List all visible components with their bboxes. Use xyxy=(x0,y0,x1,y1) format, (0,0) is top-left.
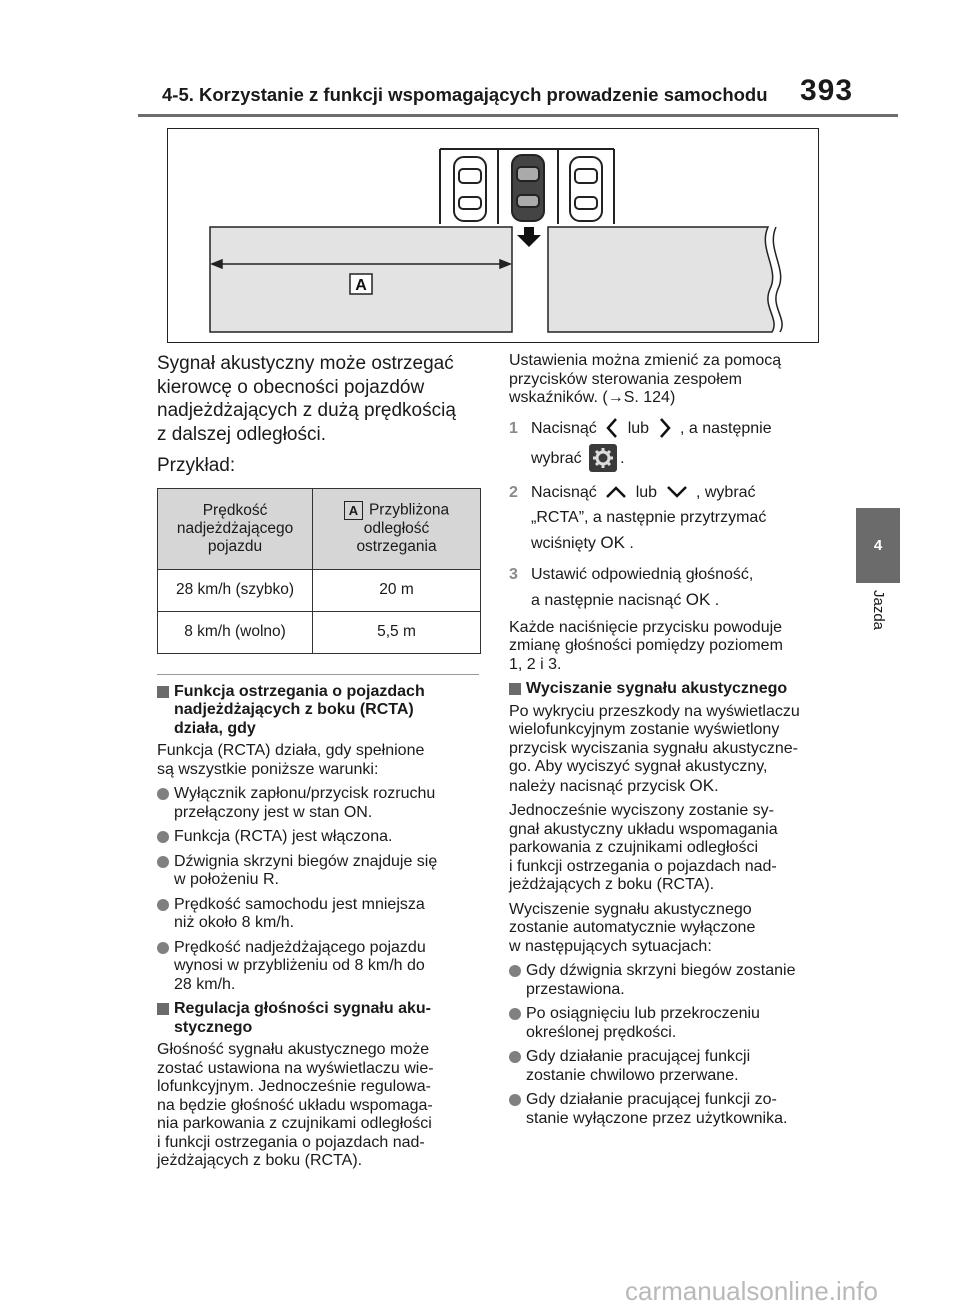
reversing-car xyxy=(512,155,544,221)
chevron-left-icon[interactable] xyxy=(605,417,619,439)
intro-text xyxy=(157,352,479,446)
square-bullet-icon xyxy=(509,683,521,695)
section-divider xyxy=(157,674,479,675)
table-label-a: A xyxy=(344,501,363,520)
header-speed: Prędkość nadjeżdżającego pojazdu xyxy=(158,488,313,569)
rcta-description: Funkcja (RCTA) działa, gdy spełnione są wszystkie poniższe warunki: xyxy=(157,742,425,778)
bullet-icon xyxy=(509,965,521,977)
volume-levels-note: Każde naciśnięcie przycisku powoduje zmianę głośności pomiędzy poziomem 1, 2 i 3. xyxy=(509,618,783,673)
step-number: 2 xyxy=(509,483,518,501)
right-column xyxy=(509,352,839,1134)
mute-description: Po wykryciu przeszkody na wyświetlaczu wielofunkcyjnym zostanie wyświetlony przycisk wyciszania sygnału akustyczne- go. Aby wyciszyć sygnał akustyczny, należy nacisnąć przycisk OK. xyxy=(509,702,800,795)
intro-line: nadjeżdżających z dużą prędkością xyxy=(157,400,456,421)
section-heading-rcta: Funkcja ostrzegania o pojazdach nadjeżdżających z boku (RCTA) działa, gdy xyxy=(157,683,479,739)
table-row xyxy=(158,611,481,653)
detection-zone-right xyxy=(548,227,774,332)
intro-line: kierowcę o obecności pojazdów xyxy=(157,376,425,398)
ok-button[interactable]: OK xyxy=(685,589,711,609)
bullet-icon xyxy=(157,831,169,843)
bullet-icon xyxy=(157,942,169,954)
square-bullet-icon xyxy=(157,686,169,698)
left-column xyxy=(157,352,479,1177)
chevron-up-icon[interactable] xyxy=(605,485,627,499)
intro-line: Sygnał akustyczny może ostrzegać xyxy=(157,353,454,374)
cell-distance: 5,5 m xyxy=(313,611,481,653)
settings-intro: Ustawienia można zmienić za pomocą przycisków sterowania zespołem wskaźników. (→S. 124) xyxy=(509,352,782,406)
chapter-tab[interactable]: 4 xyxy=(856,508,900,583)
list-item: Prędkość nadjeżdżającego pojazdu wynosi w przybliżeniu od 8 km/h do 28 km/h. xyxy=(157,939,479,995)
bullet-icon xyxy=(509,1094,521,1106)
list-item: Wyłącznik zapłonu/przycisk rozruchu przełączony jest w stan ON. xyxy=(157,785,479,822)
watermark: carmanualsonline.info xyxy=(625,1276,878,1306)
table-header-row xyxy=(158,488,481,569)
section-heading-mute: Wyciszanie sygnału akustycznego xyxy=(509,680,839,699)
step-1: 1 Nacisnąć lub , a następnie wybrać . xyxy=(509,414,839,474)
mute-additional: Jednocześnie wyciszony zostanie sy- gnał akustyczny układu wspomagania parkowania z czujnikami odległości i funkcji ostrzegania o pojazdach nad- jeżdżających z boku (RCTA). xyxy=(509,802,778,893)
bullet-icon xyxy=(157,856,169,868)
cell-speed: 8 km/h (wolno) xyxy=(158,611,313,653)
ok-button[interactable]: OK xyxy=(600,532,625,552)
header-distance: A Przybliżona odległość ostrzegania xyxy=(313,488,481,569)
list-item: Po osiągnięciu lub przekroczeniu określonej prędkości. xyxy=(509,1005,839,1042)
list-item: Gdy działanie pracującej funkcji zo- stanie wyłączone przez użytkownika. xyxy=(509,1091,839,1128)
step-number: 3 xyxy=(509,565,518,583)
step-3: 3 Ustawić odpowiednią głośność, a następnie nacisnąć OK . xyxy=(509,562,839,613)
parked-car-left xyxy=(454,157,486,221)
settings-gear-icon[interactable] xyxy=(589,444,617,472)
list-item: Prędkość samochodu jest mniejsza niż około 8 km/h. xyxy=(157,896,479,933)
parked-car-right xyxy=(570,157,602,221)
volume-description: Głośność sygnału akustycznego może zostać ustawiona na wyświetlaczu wie- lofunkcyjnym. Jednocześnie regulowa- na będzie głośność układu wspomaga- nia parkowania z czujnikami odległości i funkcji ostrzegania o pojazdach nad- jeżdżających z boku (RCTA). xyxy=(157,1041,434,1169)
square-bullet-icon xyxy=(157,1003,169,1015)
list-item: Dźwignia skrzyni biegów znajduje się w położeniu R. xyxy=(157,853,479,890)
example-label: Przykład: xyxy=(157,455,236,476)
mute-cancel-intro: Wyciszenie sygnału akustycznego zostanie automatycznie wyłączone w następujących sytuacjach: xyxy=(509,900,756,955)
speed-distance-table xyxy=(157,488,481,654)
chevron-down-icon[interactable] xyxy=(666,485,688,499)
header-rule xyxy=(138,114,898,117)
cell-speed: 28 km/h (szybko) xyxy=(158,569,313,611)
cell-distance: 20 m xyxy=(313,569,481,611)
header-title: 4-5. Korzystanie z funkcji wspomagających prowadzenie samochodu xyxy=(162,84,768,105)
ok-button[interactable]: OK xyxy=(689,775,715,795)
table-row xyxy=(158,569,481,611)
chevron-right-icon[interactable] xyxy=(658,417,672,439)
chapter-label xyxy=(865,590,889,660)
chapter-label-text: Jazda xyxy=(870,590,887,631)
figure-label: A xyxy=(355,277,367,294)
direction-arrow xyxy=(517,227,541,247)
bullet-icon xyxy=(509,1051,521,1063)
list-item: Gdy działanie pracującej funkcji zostanie chwilowo przerwane. xyxy=(509,1048,839,1085)
page-number: 393 xyxy=(800,74,854,107)
parking-figure xyxy=(167,128,819,343)
bullet-icon xyxy=(157,788,169,800)
section-heading-volume: Regulacja głośności sygnału aku- stycznego xyxy=(157,1000,479,1037)
intro-line: z dalszej odległości. xyxy=(157,423,326,445)
bullet-icon xyxy=(157,899,169,911)
list-item: Gdy dźwignia skrzyni biegów zostanie przestawiona. xyxy=(509,962,839,999)
step-number: 1 xyxy=(509,419,518,437)
step-2: 2 Nacisnąć lub , wybrać „RCTA”, a następnie przytrzymać wciśnięty OK . xyxy=(509,480,839,556)
bullet-icon xyxy=(509,1008,521,1020)
list-item: Funkcja (RCTA) jest włączona. xyxy=(157,828,479,847)
